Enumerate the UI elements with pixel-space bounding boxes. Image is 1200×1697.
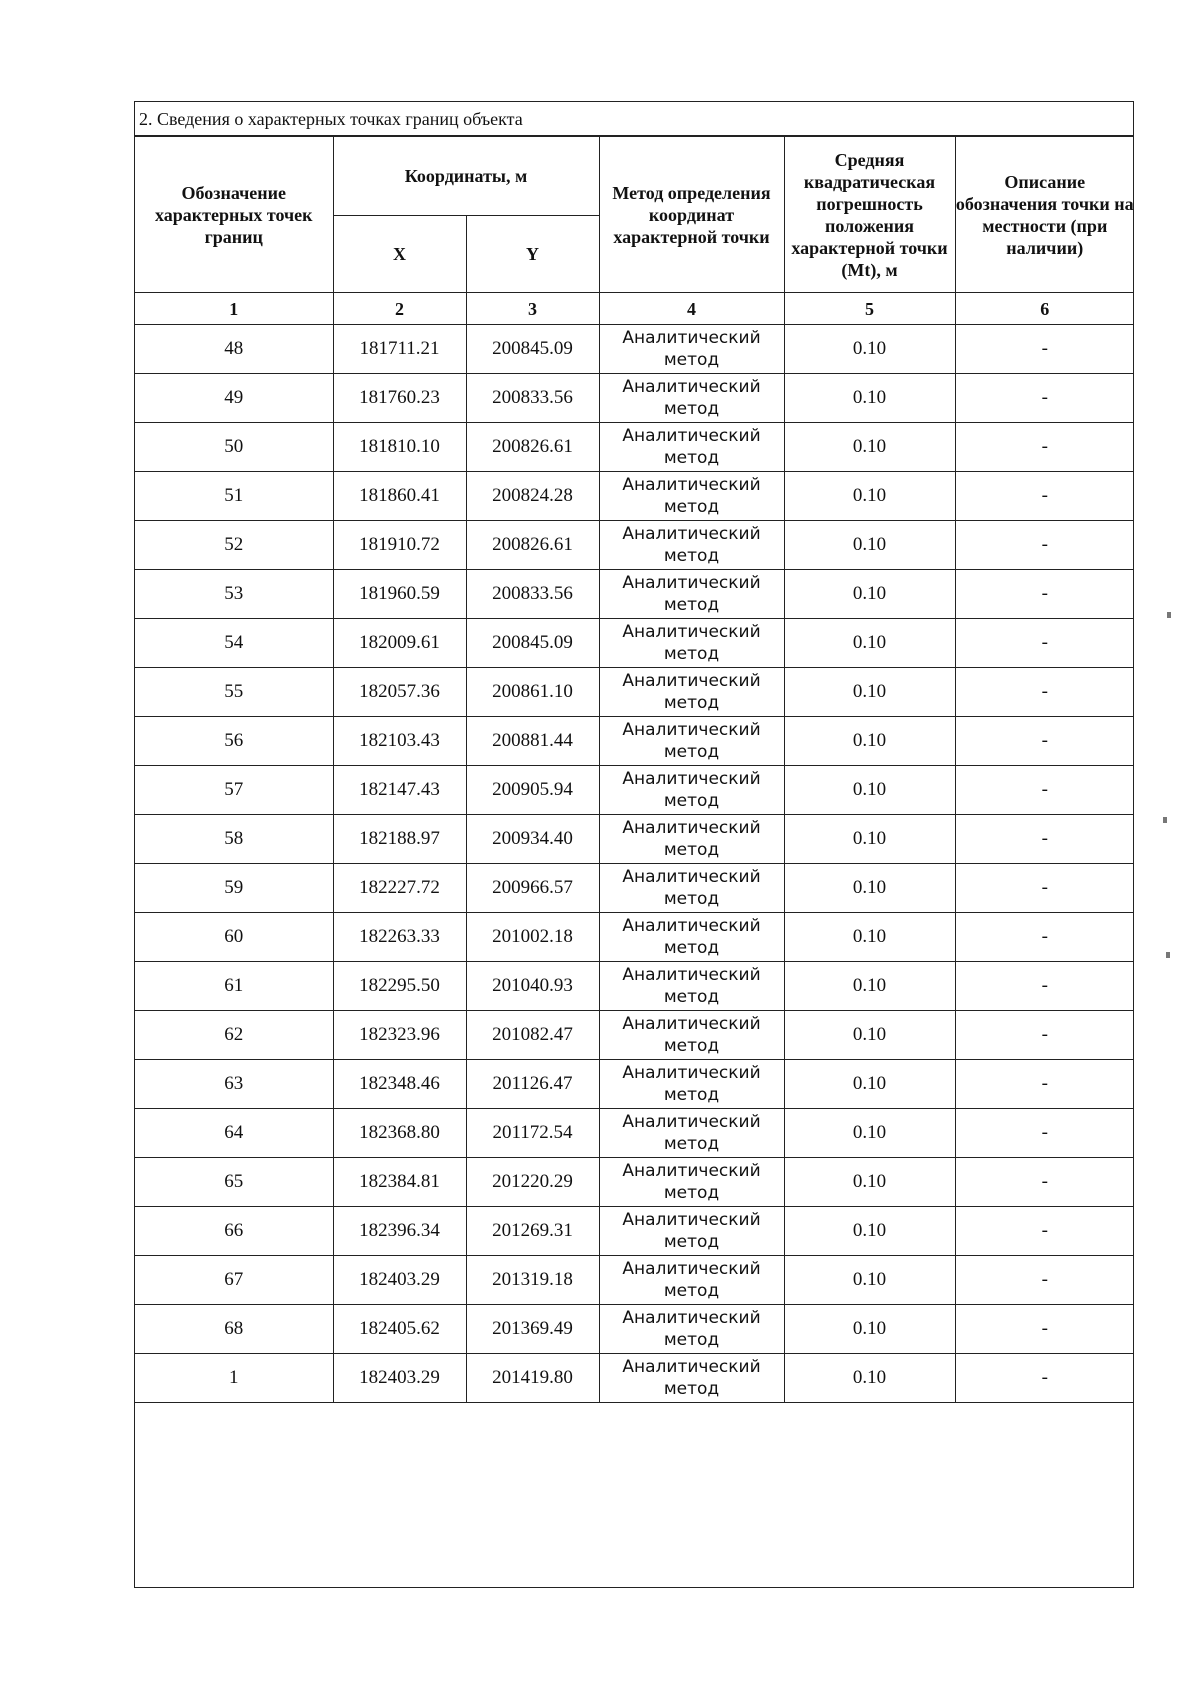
accuracy-cell: 0.10: [784, 717, 955, 766]
table-row: [135, 668, 1134, 717]
accuracy-cell: 0.10: [784, 1354, 955, 1403]
method-text: Аналитический: [622, 671, 761, 691]
method-text: Аналитический: [622, 1259, 761, 1279]
method-cell: [599, 619, 784, 668]
method-text: Аналитический: [622, 720, 761, 740]
point-cell: 55: [135, 668, 333, 717]
method-text: Аналитический: [622, 475, 761, 495]
x-coordinate-cell: 182323.96: [333, 1011, 466, 1060]
x-coordinate-cell: 182295.50: [333, 962, 466, 1011]
point-cell: 52: [135, 521, 333, 570]
document-sheet: [134, 101, 1134, 1588]
method-cell: [599, 374, 784, 423]
column-number: 2: [333, 293, 466, 325]
point-cell: 51: [135, 472, 333, 521]
method-text: Аналитический: [622, 1014, 761, 1034]
description-cell: -: [955, 717, 1134, 766]
point-cell: 1: [135, 1354, 333, 1403]
x-coordinate-cell: 182009.61: [333, 619, 466, 668]
method-cell: [599, 423, 784, 472]
point-cell: 60: [135, 913, 333, 962]
method-text: Аналитический: [622, 1357, 761, 1377]
header-y: Y: [466, 216, 599, 293]
method-cell: [599, 325, 784, 374]
method-text: метод: [663, 693, 720, 713]
point-cell: 50: [135, 423, 333, 472]
method-text: метод: [663, 546, 720, 566]
x-coordinate-cell: 182057.36: [333, 668, 466, 717]
method-text: Аналитический: [622, 573, 761, 593]
y-coordinate-cell: 201040.93: [466, 962, 599, 1011]
method-text: Аналитический: [622, 818, 761, 838]
description-cell: -: [955, 913, 1134, 962]
x-coordinate-cell: 182348.46: [333, 1060, 466, 1109]
method-text: Аналитический: [622, 1210, 761, 1230]
y-coordinate-cell: 201082.47: [466, 1011, 599, 1060]
x-coordinate-cell: 182188.97: [333, 815, 466, 864]
table-row: [135, 717, 1134, 766]
y-coordinate-cell: 200824.28: [466, 472, 599, 521]
method-text: Аналитический: [622, 965, 761, 985]
x-coordinate-cell: 182227.72: [333, 864, 466, 913]
table-row: [135, 1060, 1134, 1109]
description-cell: -: [955, 570, 1134, 619]
method-text: Аналитический: [622, 328, 761, 348]
table-row: [135, 864, 1134, 913]
method-cell: [599, 766, 784, 815]
scan-artifact: [1163, 817, 1167, 823]
header-x: X: [333, 216, 466, 293]
y-coordinate-cell: 201172.54: [466, 1109, 599, 1158]
method-cell: [599, 570, 784, 619]
accuracy-cell: 0.10: [784, 1305, 955, 1354]
method-text: метод: [663, 448, 720, 468]
y-coordinate-cell: 200934.40: [466, 815, 599, 864]
y-coordinate-cell: 200861.10: [466, 668, 599, 717]
point-cell: 54: [135, 619, 333, 668]
method-cell: [599, 1354, 784, 1403]
point-cell: 56: [135, 717, 333, 766]
method-text: метод: [663, 595, 720, 615]
method-text: Аналитический: [622, 377, 761, 397]
point-cell: 57: [135, 766, 333, 815]
point-cell: 68: [135, 1305, 333, 1354]
description-cell: -: [955, 1011, 1134, 1060]
accuracy-cell: 0.10: [784, 570, 955, 619]
point-cell: 48: [135, 325, 333, 374]
method-text: метод: [663, 1134, 720, 1154]
method-text: метод: [663, 791, 720, 811]
x-coordinate-cell: 182396.34: [333, 1207, 466, 1256]
method-text: Аналитический: [622, 426, 761, 446]
x-coordinate-cell: 181760.23: [333, 374, 466, 423]
table-row: [135, 521, 1134, 570]
table-row: [135, 962, 1134, 1011]
method-cell: [599, 717, 784, 766]
point-cell: 64: [135, 1109, 333, 1158]
accuracy-cell: 0.10: [784, 521, 955, 570]
point-cell: 58: [135, 815, 333, 864]
description-cell: -: [955, 521, 1134, 570]
description-cell: -: [955, 423, 1134, 472]
y-coordinate-cell: 200881.44: [466, 717, 599, 766]
table-row: [135, 1207, 1134, 1256]
method-cell: [599, 1158, 784, 1207]
header-method: Метод определения координат характерной точки: [599, 137, 784, 293]
description-cell: -: [955, 1354, 1134, 1403]
method-text: метод: [663, 1183, 720, 1203]
scan-artifact: [1167, 612, 1171, 618]
column-number: 6: [955, 293, 1134, 325]
method-text: метод: [663, 497, 720, 517]
method-cell: [599, 1011, 784, 1060]
method-cell: [599, 1060, 784, 1109]
method-cell: [599, 962, 784, 1011]
point-cell: 49: [135, 374, 333, 423]
accuracy-cell: 0.10: [784, 325, 955, 374]
column-number: 5: [784, 293, 955, 325]
description-cell: -: [955, 1256, 1134, 1305]
point-cell: 61: [135, 962, 333, 1011]
point-cell: 67: [135, 1256, 333, 1305]
y-coordinate-cell: 201269.31: [466, 1207, 599, 1256]
method-text: метод: [663, 742, 720, 762]
method-text: метод: [663, 938, 720, 958]
description-cell: -: [955, 325, 1134, 374]
accuracy-cell: 0.10: [784, 374, 955, 423]
header-coordinates: Координаты, м: [333, 137, 599, 216]
x-coordinate-cell: 182384.81: [333, 1158, 466, 1207]
method-cell: [599, 913, 784, 962]
accuracy-cell: 0.10: [784, 619, 955, 668]
table-row: [135, 1256, 1134, 1305]
method-cell: [599, 472, 784, 521]
method-cell: [599, 815, 784, 864]
method-text: метод: [663, 1085, 720, 1105]
y-coordinate-cell: 200833.56: [466, 374, 599, 423]
description-cell: -: [955, 864, 1134, 913]
column-number: 3: [466, 293, 599, 325]
point-cell: 65: [135, 1158, 333, 1207]
blank-area: [135, 1469, 1133, 1587]
method-text: метод: [663, 644, 720, 664]
accuracy-cell: 0.10: [784, 1060, 955, 1109]
accuracy-cell: 0.10: [784, 1256, 955, 1305]
accuracy-cell: 0.10: [784, 668, 955, 717]
description-cell: -: [955, 962, 1134, 1011]
accuracy-cell: 0.10: [784, 472, 955, 521]
table-row: [135, 570, 1134, 619]
description-cell: -: [955, 766, 1134, 815]
method-text: метод: [663, 840, 720, 860]
description-cell: -: [955, 374, 1134, 423]
method-cell: [599, 1109, 784, 1158]
x-coordinate-cell: 182147.43: [333, 766, 466, 815]
accuracy-cell: 0.10: [784, 1011, 955, 1060]
method-text: метод: [663, 399, 720, 419]
method-text: Аналитический: [622, 1112, 761, 1132]
point-cell: 62: [135, 1011, 333, 1060]
accuracy-cell: 0.10: [784, 1158, 955, 1207]
boundary-points-table: [135, 136, 1134, 1403]
scan-artifact: [1166, 952, 1170, 958]
method-text: Аналитический: [622, 916, 761, 936]
y-coordinate-cell: 200905.94: [466, 766, 599, 815]
description-cell: -: [955, 1109, 1134, 1158]
accuracy-cell: 0.10: [784, 962, 955, 1011]
accuracy-cell: 0.10: [784, 913, 955, 962]
method-cell: [599, 864, 784, 913]
method-text: Аналитический: [622, 1161, 761, 1181]
table-row: [135, 913, 1134, 962]
y-coordinate-cell: 200845.09: [466, 619, 599, 668]
y-coordinate-cell: 200826.61: [466, 423, 599, 472]
accuracy-cell: 0.10: [784, 766, 955, 815]
method-cell: [599, 668, 784, 717]
table-body: [135, 325, 1134, 1403]
table-row: [135, 1158, 1134, 1207]
description-cell: -: [955, 668, 1134, 717]
x-coordinate-cell: 181960.59: [333, 570, 466, 619]
method-text: метод: [663, 350, 720, 370]
y-coordinate-cell: 200845.09: [466, 325, 599, 374]
description-cell: -: [955, 619, 1134, 668]
method-text: метод: [663, 1036, 720, 1056]
description-cell: -: [955, 815, 1134, 864]
method-text: Аналитический: [622, 769, 761, 789]
description-cell: -: [955, 1305, 1134, 1354]
x-coordinate-cell: 182405.62: [333, 1305, 466, 1354]
table-row: [135, 815, 1134, 864]
table-row: [135, 325, 1134, 374]
accuracy-cell: 0.10: [784, 815, 955, 864]
method-cell: [599, 1305, 784, 1354]
x-coordinate-cell: 182103.43: [333, 717, 466, 766]
point-cell: 66: [135, 1207, 333, 1256]
method-text: Аналитический: [622, 867, 761, 887]
table-row: [135, 1011, 1134, 1060]
accuracy-cell: 0.10: [784, 1109, 955, 1158]
x-coordinate-cell: 181810.10: [333, 423, 466, 472]
table-row: [135, 1109, 1134, 1158]
table-row: [135, 472, 1134, 521]
y-coordinate-cell: 201126.47: [466, 1060, 599, 1109]
x-coordinate-cell: 182263.33: [333, 913, 466, 962]
description-cell: -: [955, 1060, 1134, 1109]
x-coordinate-cell: 182403.29: [333, 1256, 466, 1305]
x-coordinate-cell: 181711.21: [333, 325, 466, 374]
table-row: [135, 1305, 1134, 1354]
x-coordinate-cell: 182403.29: [333, 1354, 466, 1403]
description-cell: -: [955, 1207, 1134, 1256]
table-row: [135, 423, 1134, 472]
method-text: метод: [663, 1379, 720, 1399]
table-row: [135, 766, 1134, 815]
y-coordinate-cell: 201319.18: [466, 1256, 599, 1305]
column-number: 1: [135, 293, 333, 325]
description-cell: -: [955, 1158, 1134, 1207]
method-text: Аналитический: [622, 1063, 761, 1083]
y-coordinate-cell: 201220.29: [466, 1158, 599, 1207]
y-coordinate-cell: 201002.18: [466, 913, 599, 962]
header-point-designation: Обозначение характерных точек границ: [135, 137, 333, 293]
point-cell: 53: [135, 570, 333, 619]
method-cell: [599, 1207, 784, 1256]
method-text: метод: [663, 987, 720, 1007]
description-cell: -: [955, 472, 1134, 521]
x-coordinate-cell: 181860.41: [333, 472, 466, 521]
point-cell: 59: [135, 864, 333, 913]
method-text: метод: [663, 1330, 720, 1350]
header-accuracy: Средняя квадратическая погрешность положения характерной точки (Mt), м: [784, 137, 955, 293]
x-coordinate-cell: 181910.72: [333, 521, 466, 570]
table-row: [135, 374, 1134, 423]
method-text: метод: [663, 1281, 720, 1301]
y-coordinate-cell: 201369.49: [466, 1305, 599, 1354]
method-text: метод: [663, 1232, 720, 1252]
accuracy-cell: 0.10: [784, 864, 955, 913]
x-coordinate-cell: 182368.80: [333, 1109, 466, 1158]
y-coordinate-cell: 201419.80: [466, 1354, 599, 1403]
header-description: Описание обозначения точки на местности (при наличии): [955, 137, 1134, 293]
column-number: 4: [599, 293, 784, 325]
method-text: метод: [663, 889, 720, 909]
y-coordinate-cell: 200966.57: [466, 864, 599, 913]
accuracy-cell: 0.10: [784, 423, 955, 472]
method-cell: [599, 521, 784, 570]
table-row: [135, 1354, 1134, 1403]
y-coordinate-cell: 200826.61: [466, 521, 599, 570]
point-cell: 63: [135, 1060, 333, 1109]
method-text: Аналитический: [622, 524, 761, 544]
section-title: 2. Сведения о характерных точках границ объекта: [135, 102, 1133, 136]
accuracy-cell: 0.10: [784, 1207, 955, 1256]
method-text: Аналитический: [622, 1308, 761, 1328]
table-row: [135, 619, 1134, 668]
method-cell: [599, 1256, 784, 1305]
method-text: Аналитический: [622, 622, 761, 642]
y-coordinate-cell: 200833.56: [466, 570, 599, 619]
